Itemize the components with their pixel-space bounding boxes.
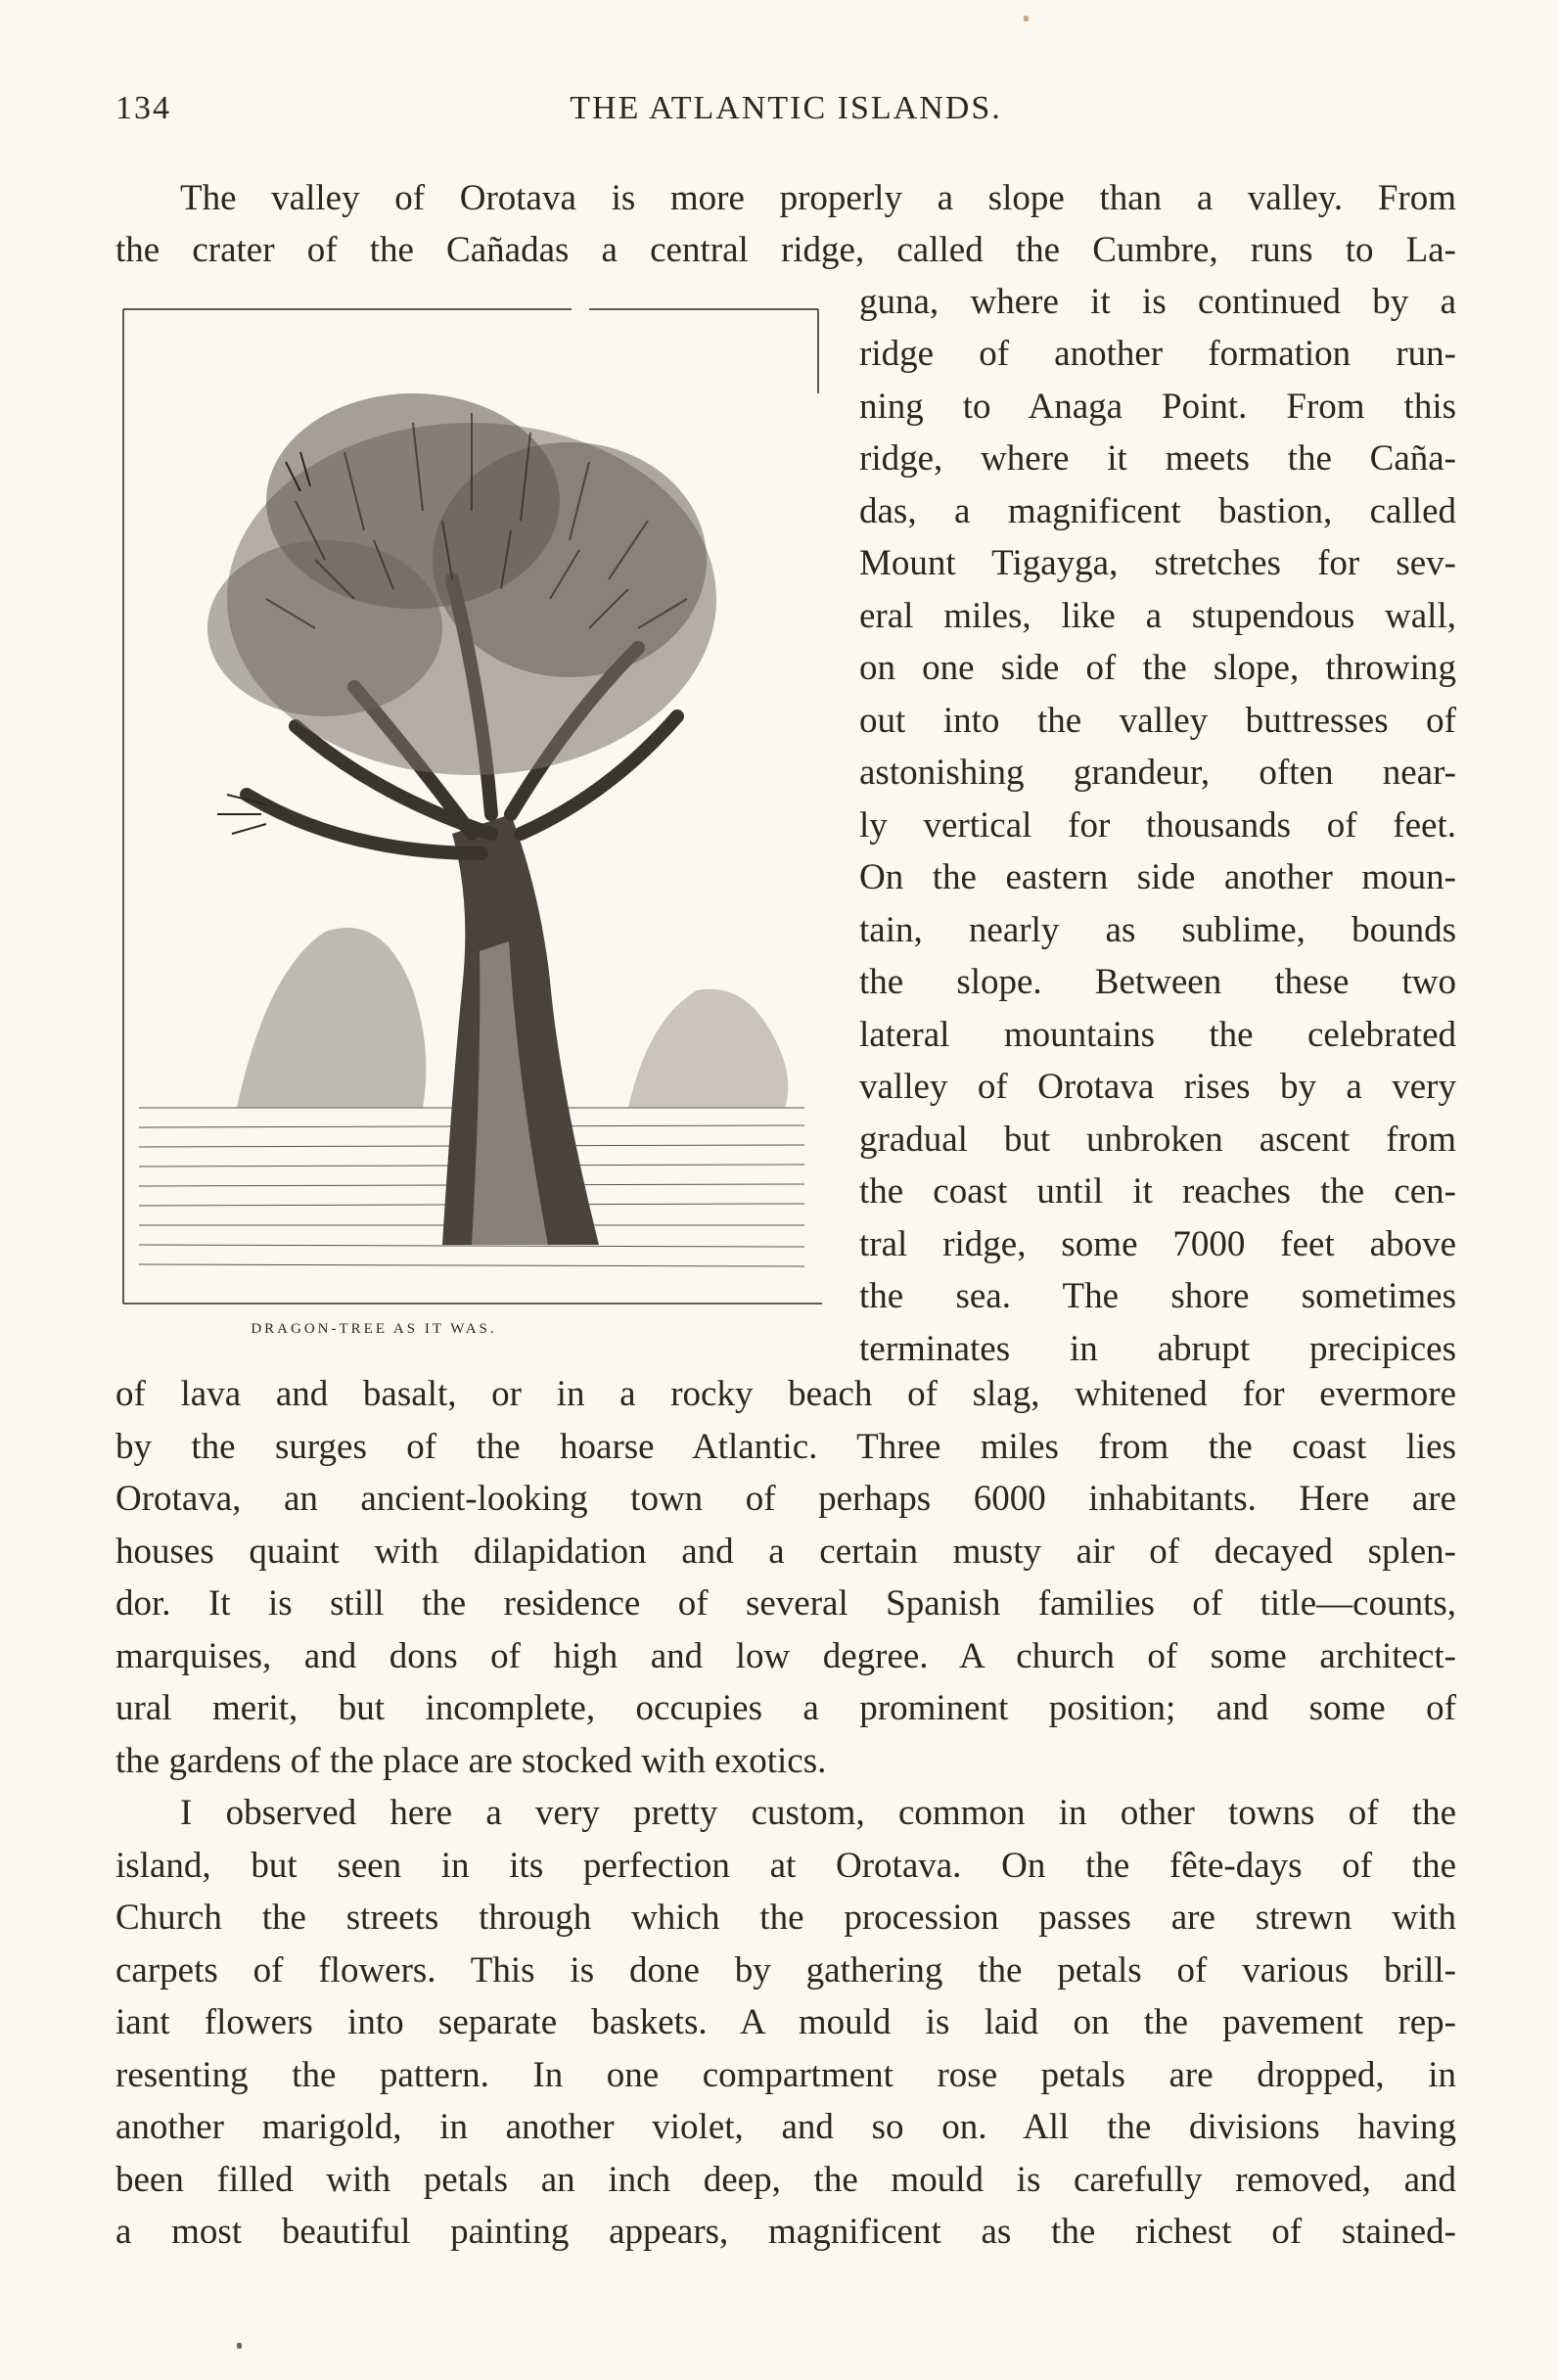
text-line: the coast until it reaches the cen- xyxy=(859,1171,1456,1212)
paper-speck xyxy=(237,2343,242,2349)
running-head: THE ATLANTIC ISLANDS. xyxy=(570,90,1002,126)
figure-caption: DRAGON-TREE AS IT WAS. xyxy=(251,1321,497,1337)
text-line: a most beautiful painting appears, magnificent as the richest of stained- xyxy=(115,2212,1456,2252)
text-line: on one side of the slope, throwing xyxy=(859,648,1456,688)
text-line: been filled with petals an inch deep, the mould is carefully removed, and xyxy=(115,2160,1456,2200)
text-line: The valley of Orotava is more properly a slope than a valley. From xyxy=(180,178,1456,218)
text-line: marquises, and dons of high and low degree. A church of some architect- xyxy=(115,1636,1456,1676)
page-header xyxy=(115,90,1456,139)
text-line: carpets of flowers. This is done by gathering the petals of various brill- xyxy=(115,1950,1456,1991)
text-line: out into the valley buttresses of xyxy=(859,701,1456,741)
text-line: terminates in abrupt precipices xyxy=(859,1329,1456,1369)
page-number: 134 xyxy=(115,90,171,126)
text-line: the crater of the Cañadas a central ridge, called the Cumbre, runs to La- xyxy=(115,230,1456,270)
text-line: ly vertical for thousands of feet. xyxy=(859,805,1456,846)
text-line: island, but seen in its perfection at Orotava. On the fête-days of the xyxy=(115,1846,1456,1886)
text-line: the sea. The shore sometimes xyxy=(859,1276,1456,1316)
text-line: gradual but unbroken ascent from xyxy=(859,1120,1456,1160)
text-line: ning to Anaga Point. From this xyxy=(859,387,1456,427)
text-line: tain, nearly as sublime, bounds xyxy=(859,910,1456,950)
text-line: Orotava, an ancient-looking town of perhaps 6000 inhabitants. Here are xyxy=(115,1479,1456,1519)
text-line: lateral mountains the celebrated xyxy=(859,1015,1456,1055)
text-line: houses quaint with dilapidation and a certain musty air of decayed splen- xyxy=(115,1532,1456,1572)
text-line: eral miles, like a stupendous wall, xyxy=(859,596,1456,636)
text-line: ural merit, but incomplete, occupies a prominent position; and some of xyxy=(115,1688,1456,1728)
text-line: Mount Tigayga, stretches for sev- xyxy=(859,543,1456,583)
text-line: ridge of another formation run- xyxy=(859,334,1456,374)
text-line: the gardens of the place are stocked with exotics. xyxy=(115,1741,827,1781)
text-line: I observed here a very pretty custom, common in other towns of the xyxy=(180,1793,1456,1833)
text-line: by the surges of the hoarse Atlantic. Three miles from the coast lies xyxy=(115,1427,1456,1467)
dragon-tree-illustration xyxy=(119,305,822,1305)
text-line: Church the streets through which the procession passes are strewn with xyxy=(115,1898,1456,1938)
text-line: resenting the pattern. In one compartment rose petals are dropped, in xyxy=(115,2055,1456,2095)
text-line: ridge, where it meets the Caña- xyxy=(859,438,1456,479)
dragon-tree-engraving-icon xyxy=(119,305,822,1305)
text-line: of lava and basalt, or in a rocky beach of slag, whitened for evermore xyxy=(115,1374,1456,1414)
text-line: the slope. Between these two xyxy=(859,962,1456,1002)
text-line: another marigold, in another violet, and so on. All the divisions having xyxy=(115,2107,1456,2147)
text-line: guna, where it is continued by a xyxy=(859,282,1456,322)
text-line: dor. It is still the residence of several Spanish families of title—counts, xyxy=(115,1583,1456,1624)
paper-speck xyxy=(1024,16,1029,22)
text-line: On the eastern side another moun- xyxy=(859,857,1456,897)
text-line: tral ridge, some 7000 feet above xyxy=(859,1224,1456,1264)
text-line: das, a magnificent bastion, called xyxy=(859,491,1456,531)
text-line: valley of Orotava rises by a very xyxy=(859,1067,1456,1107)
text-line: astonishing grandeur, often near- xyxy=(859,753,1456,793)
text-line: iant flowers into separate baskets. A mould is laid on the pavement rep- xyxy=(115,2002,1456,2042)
